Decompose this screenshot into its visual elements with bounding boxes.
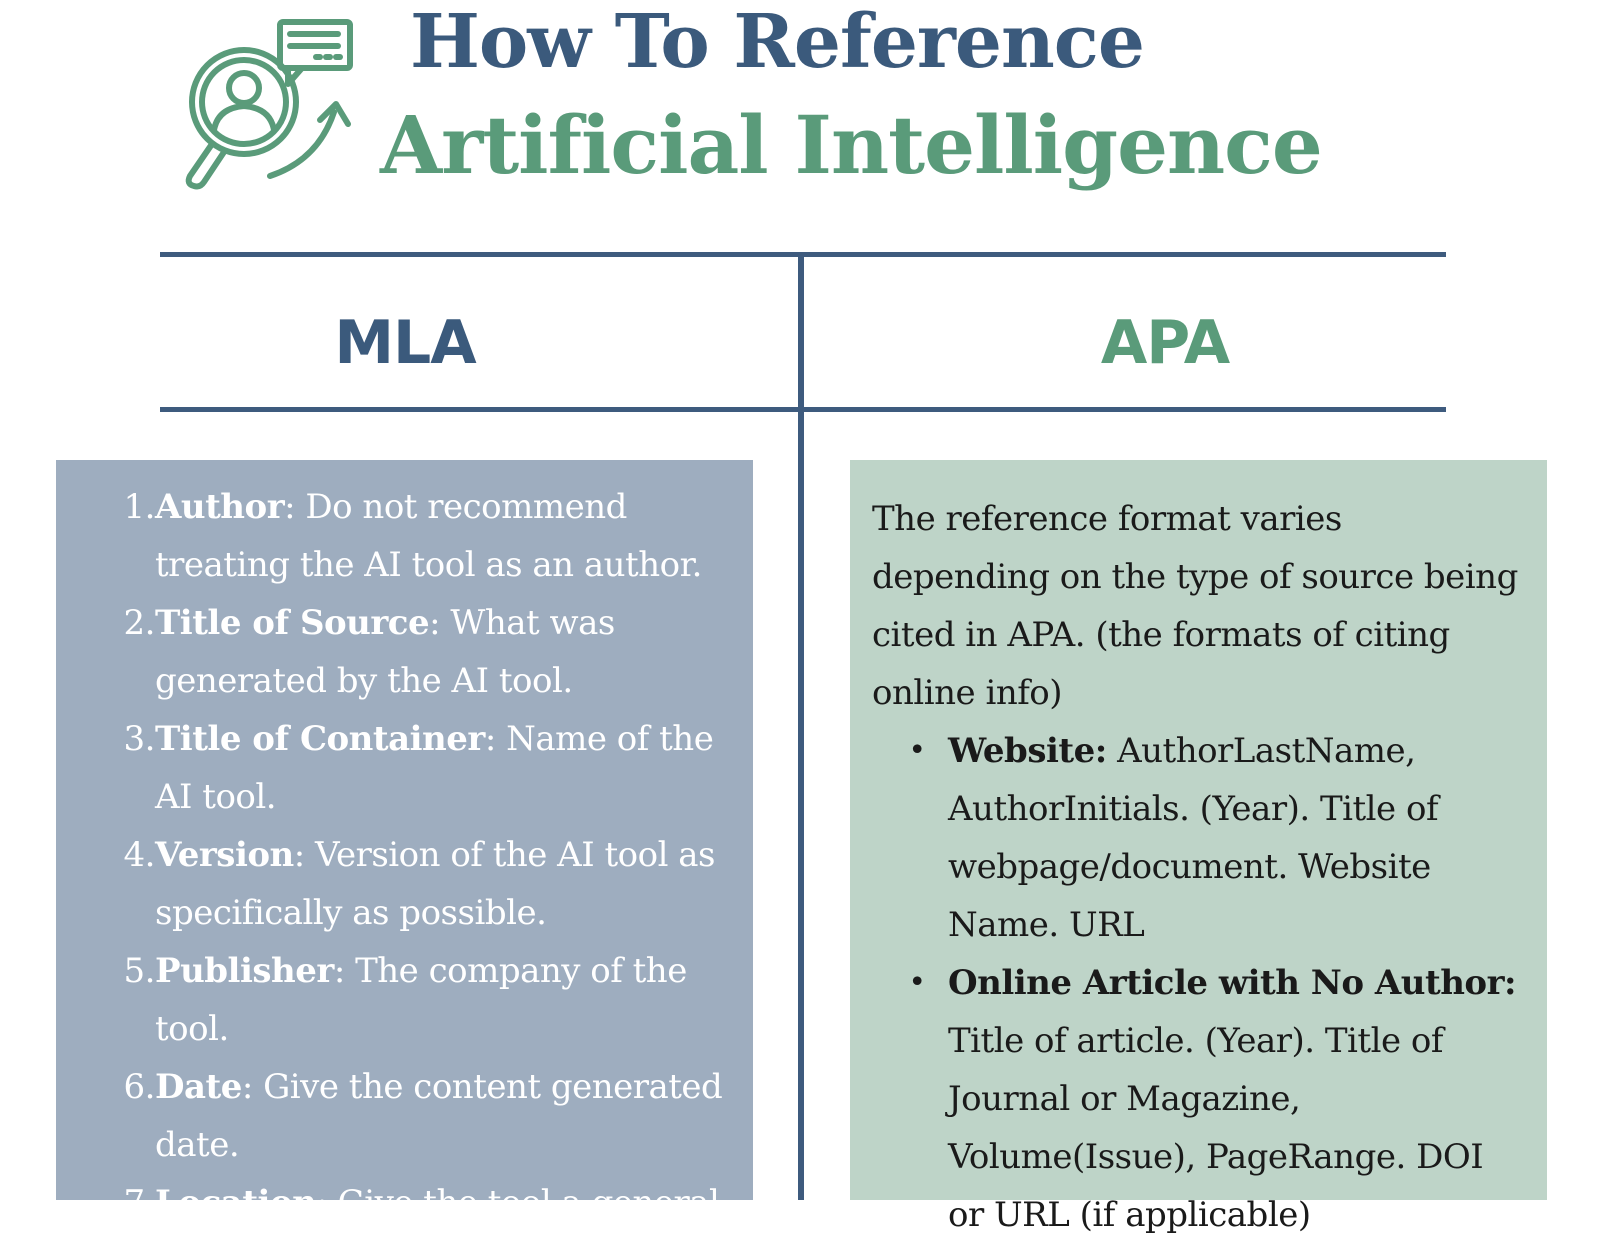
list-term: Title of Source (155, 603, 430, 643)
list-description: : What was generated by the AI tool. (155, 603, 615, 701)
list-term: Title of Container (155, 719, 485, 759)
list-text (948, 722, 1527, 954)
apa-panel (850, 460, 1547, 1235)
list-text (155, 1058, 729, 1174)
list-number: 5. (123, 951, 155, 991)
apa-heading: APA (1100, 308, 1230, 378)
mla-heading: MLA (334, 308, 476, 378)
list-number: 2. (123, 603, 155, 643)
list-number: 4. (123, 835, 155, 875)
list-text (155, 594, 729, 710)
list-item (56, 710, 729, 826)
list-term: Website: (948, 731, 1107, 771)
list-term: Online Article with No Author: (948, 963, 1517, 1003)
list-number: 7. (123, 1183, 155, 1223)
list-item (56, 942, 729, 1058)
list-description: : The company of the tool. (155, 951, 687, 1049)
bullet-icon: • (908, 733, 926, 768)
list-term: Publisher (155, 951, 334, 991)
list-text (155, 710, 729, 826)
list-term: Author (155, 487, 285, 527)
list-description: : Name of the AI tool. (155, 719, 714, 817)
apa-list (872, 722, 1527, 1244)
list-text (155, 1174, 729, 1232)
list-number: 1. (123, 487, 155, 527)
search-person-chat-arrow-icon (184, 16, 360, 192)
list-description: AuthorLastName, AuthorInitials. (Year). Title of webpage/document. Website Name. URL (948, 731, 1439, 945)
page-title-line1: How To Reference (410, 0, 1144, 85)
mla-list (56, 478, 729, 1232)
bullet-icon: • (908, 965, 926, 1000)
apa-intro-text: The reference format varies depending on the type of source being cited in APA. (the formats of citing online info) (872, 499, 1518, 713)
list-text (155, 942, 729, 1058)
list-text (155, 478, 729, 594)
list-term: Date (155, 1067, 242, 1107)
list-item (872, 722, 1527, 954)
list-item (872, 954, 1527, 1244)
list-text (948, 954, 1527, 1244)
list-term: Location (155, 1183, 317, 1223)
page-title-line2: Artificial Intelligence (380, 98, 1322, 192)
list-item (56, 1058, 729, 1174)
list-description: : Give the content generated date. (155, 1067, 723, 1165)
list-description: : Do not recommend treating the AI tool as an author. (155, 487, 702, 585)
column-divider (798, 252, 804, 1200)
list-number: 3. (123, 719, 155, 759)
list-term: Version (155, 835, 294, 875)
list-item (56, 1174, 729, 1232)
list-text (155, 826, 729, 942)
list-item (56, 826, 729, 942)
list-item (56, 478, 729, 594)
list-description: Title of article. (Year). Title of Journal or Magazine, Volume(Issue), PageRange. DOI or URL (if applicable) (948, 1021, 1484, 1235)
list-item (56, 594, 729, 710)
mla-panel (56, 460, 753, 1223)
list-number: 6. (123, 1067, 155, 1107)
list-description: : Give the tool a general (316, 1183, 720, 1223)
list-description: : Version of the AI tool as specifically as possible. (155, 835, 715, 933)
